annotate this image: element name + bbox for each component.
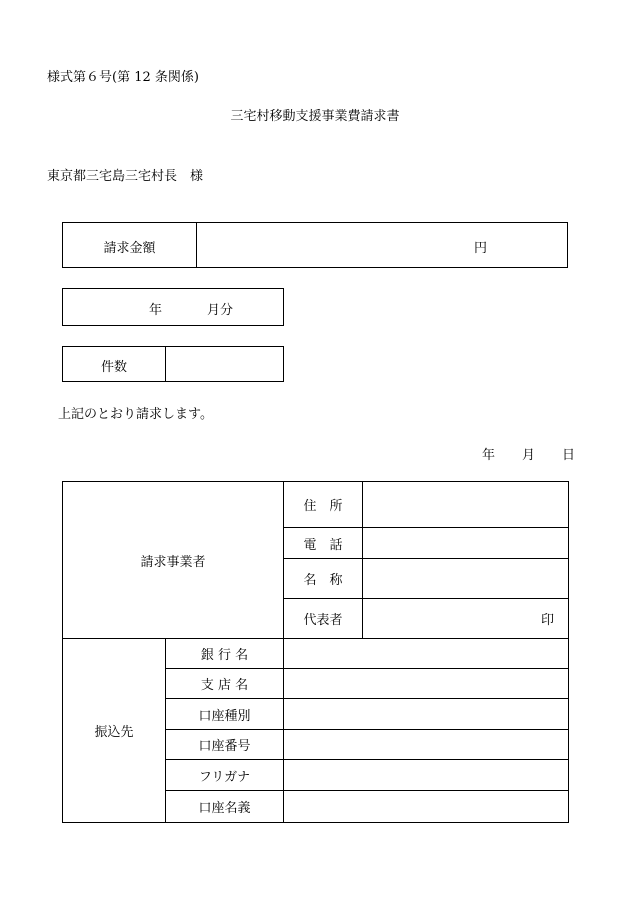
amount-box — [62, 222, 568, 268]
provider-table — [62, 481, 569, 823]
bank-name-field[interactable] — [284, 639, 569, 669]
address-field[interactable] — [363, 482, 569, 528]
transfer-label: 振込先 — [63, 639, 166, 823]
addressee: 東京都三宅島三宅村長 様 — [47, 169, 204, 184]
bank-name-label: 銀 行 名 — [166, 639, 284, 669]
seal-mark: 印 — [541, 613, 555, 628]
furigana-label: フリガナ — [166, 760, 284, 791]
count-field[interactable] — [166, 347, 283, 381]
name-label: 名 称 — [284, 559, 363, 599]
date-year: 年 — [482, 448, 496, 463]
provider-label: 請求事業者 — [63, 482, 284, 639]
amount-unit: 円 — [474, 241, 488, 256]
address-label: 住 所 — [284, 482, 363, 528]
furigana-field[interactable] — [284, 760, 569, 791]
name-field[interactable] — [363, 559, 569, 599]
branch-name-field[interactable] — [284, 669, 569, 699]
account-number-label: 口座番号 — [166, 730, 284, 760]
date-month: 月 — [522, 448, 536, 463]
date-day: 日 — [562, 448, 576, 463]
account-type-field[interactable] — [284, 699, 569, 730]
period-box[interactable] — [62, 288, 284, 326]
form-number: 様式第６号(第 12 条関係) — [47, 70, 199, 85]
phone-label: 電 話 — [284, 528, 363, 559]
account-number-field[interactable] — [284, 730, 569, 760]
phone-field[interactable] — [363, 528, 569, 559]
account-holder-label: 口座名義 — [166, 791, 284, 823]
amount-field[interactable] — [197, 223, 567, 267]
period-year: 年 — [149, 303, 163, 318]
count-box — [62, 346, 284, 382]
account-holder-field[interactable] — [284, 791, 569, 823]
request-statement: 上記のとおり請求します。 — [58, 407, 213, 422]
document-title: 三宅村移動支援事業費請求書 — [230, 109, 400, 124]
amount-label: 請求金額 — [103, 241, 156, 256]
branch-name-label: 支 店 名 — [166, 669, 284, 699]
period-month: 月分 — [207, 303, 234, 318]
account-type-label: 口座種別 — [166, 699, 284, 730]
representative-field[interactable] — [363, 599, 569, 639]
representative-label: 代表者 — [284, 599, 363, 639]
count-label: 件数 — [100, 360, 127, 375]
